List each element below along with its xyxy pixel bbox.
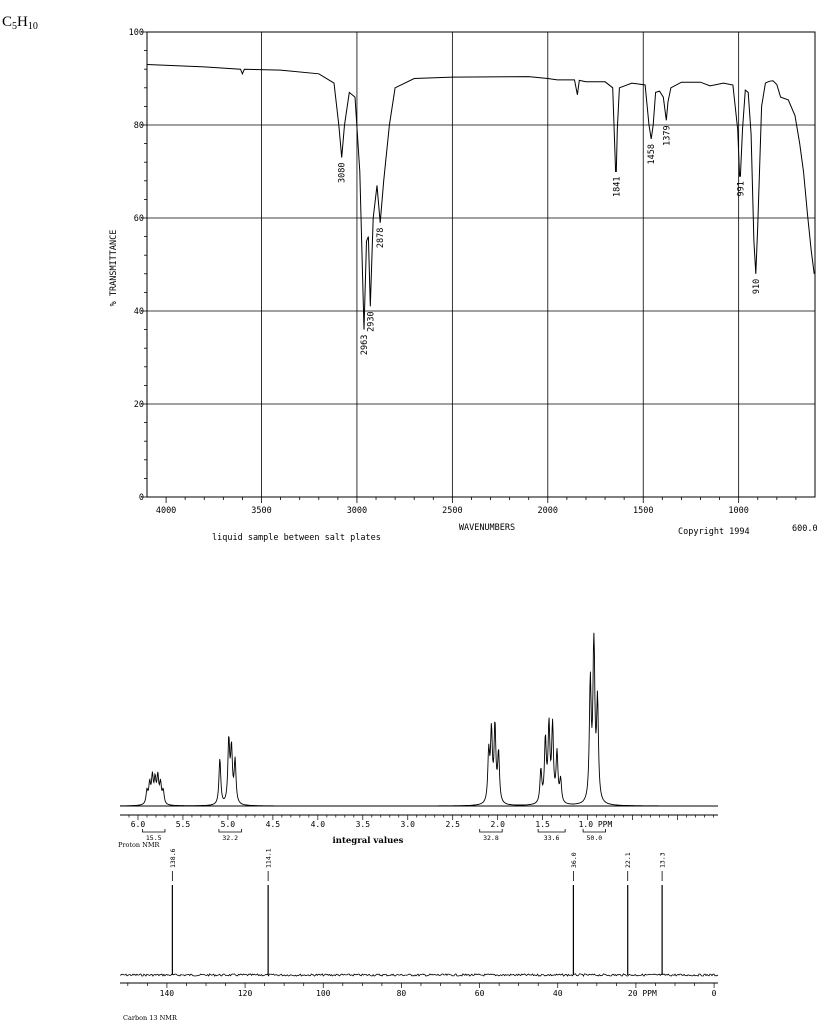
hnmr-integral-value: 32.2: [222, 834, 238, 842]
hnmr-integral-value: 33.6: [543, 834, 560, 842]
ir-frame: [147, 32, 815, 497]
cnmr-tick-label: 140: [159, 989, 175, 998]
cnmr-tick-label: 80: [396, 989, 407, 998]
hnmr-integral-bracket: [142, 829, 164, 832]
ir-x-tick-label: 1500: [632, 506, 654, 516]
ir-y-tick-label: 0: [138, 493, 144, 503]
hnmr-tick-labels: [131, 820, 613, 829]
ir-y-tick-label: 20: [133, 400, 144, 410]
ir-copyright: Copyright 1994: [678, 527, 750, 537]
ir-spectrum-line: [147, 65, 814, 330]
hnmr-tick-label: 3.0: [400, 820, 415, 829]
ir-peak-label: 991: [736, 181, 747, 197]
hnmr-minor-ticks: [129, 815, 714, 820]
ir-x-tick-label: 1000: [728, 506, 749, 516]
hnmr-integral-bracket: [219, 829, 241, 832]
ir-x-axis-label: WAVENUMBERS: [458, 523, 516, 533]
hnmr-integral-bracket: [480, 829, 502, 832]
hnmr-integral-value: 15.5: [145, 834, 162, 842]
ir-y-tick-label: 80: [133, 121, 144, 131]
hnmr-tick-label: 6.0: [130, 820, 146, 829]
cnmr-peaks: [169, 848, 667, 975]
hnmr-tick-label: 5.0: [220, 820, 236, 829]
ir-x-tick-label: 4000: [155, 506, 177, 516]
hnmr-integral-value: 50.0: [586, 834, 603, 842]
formula-sub1: 5: [12, 21, 18, 32]
ir-y-axis-label: % TRANSMITTANCE: [109, 229, 119, 307]
ir-peak-labels: [338, 125, 762, 355]
ir-peak-label: 2930: [366, 311, 377, 332]
ir-peak-label: 2963: [360, 334, 371, 356]
ir-y-ticks: [129, 28, 147, 503]
ir-x-ticks: [156, 497, 796, 516]
ir-y-tick-label: 100: [128, 28, 144, 38]
hnmr-tick-label: 2.0: [490, 820, 505, 829]
cnmr-tick-label: 60: [474, 989, 485, 998]
cnmr-minor-ticks: [128, 983, 714, 988]
ir-peak-label: 1458: [647, 143, 658, 165]
ir-x-end-label: 600.0: [792, 524, 818, 534]
hnmr-x-axis-label: integral values: [332, 836, 404, 846]
ir-y-tick-label: 60: [133, 214, 144, 224]
cnmr-tick-label: 120: [237, 989, 253, 998]
carbon-13-nmr-chart: [120, 848, 718, 1022]
proton-nmr-chart: [118, 633, 718, 849]
hnmr-tick-label: 2.5: [445, 820, 460, 829]
cnmr-peak-label: 22.1: [624, 852, 633, 868]
hnmr-integral-bracket: [538, 829, 565, 832]
cnmr-peak-label: 114.1: [264, 848, 273, 868]
cnmr-caption: Carbon 13 NMR: [123, 1014, 177, 1022]
cnmr-tick-label: 100: [316, 989, 331, 998]
cnmr-peak-label: 13.3: [658, 852, 667, 868]
ir-peak-label: 1841: [612, 176, 623, 197]
ir-peak-label: 1379: [662, 125, 673, 146]
formula-main: C: [2, 14, 13, 30]
ir-y-tick-label: 40: [133, 307, 144, 317]
ir-x-tick-label: 2500: [442, 506, 463, 516]
hnmr-tick-label: 4.0: [310, 820, 326, 829]
hnmr-integral-value: 32.8: [483, 834, 499, 842]
hnmr-caption: Proton NMR: [118, 841, 160, 849]
cnmr-tick-label: 20 PPM: [627, 989, 657, 998]
hnmr-tick-label: 5.5: [175, 820, 191, 829]
hnmr-integral-bracket: [583, 829, 605, 832]
cnmr-tick-label: 0: [711, 989, 717, 998]
hnmr-tick-label: 4.5: [265, 820, 281, 829]
ir-x-tick-label: 3000: [346, 506, 368, 516]
ir-spectrum-chart: [109, 28, 818, 543]
cnmr-peak-label: 138.6: [168, 848, 177, 868]
ir-grid: [147, 32, 815, 497]
formula-sub2: 10: [27, 21, 38, 32]
hnmr-tick-label: 1.5: [535, 820, 550, 829]
cnmr-peak-label: 36.0: [569, 852, 578, 868]
ir-x-tick-label: 2000: [537, 506, 559, 516]
molecular-formula: [2, 14, 38, 32]
ir-peak-label: 910: [751, 278, 762, 295]
cnmr-tick-label: 40: [552, 989, 563, 998]
ir-sample-note: liquid sample between salt plates: [212, 533, 381, 543]
ir-peak-label: 2878: [376, 227, 387, 249]
hnmr-tick-label: 3.5: [355, 820, 371, 829]
cnmr-tick-labels: [160, 989, 717, 998]
hnmr-tick-label: 1.0 PPM: [578, 820, 613, 829]
ir-peak-label: 3080: [337, 162, 348, 184]
ir-x-tick-label: 3500: [251, 506, 272, 516]
hnmr-spectrum-line: [120, 633, 718, 806]
formula-mid: H: [17, 14, 28, 30]
